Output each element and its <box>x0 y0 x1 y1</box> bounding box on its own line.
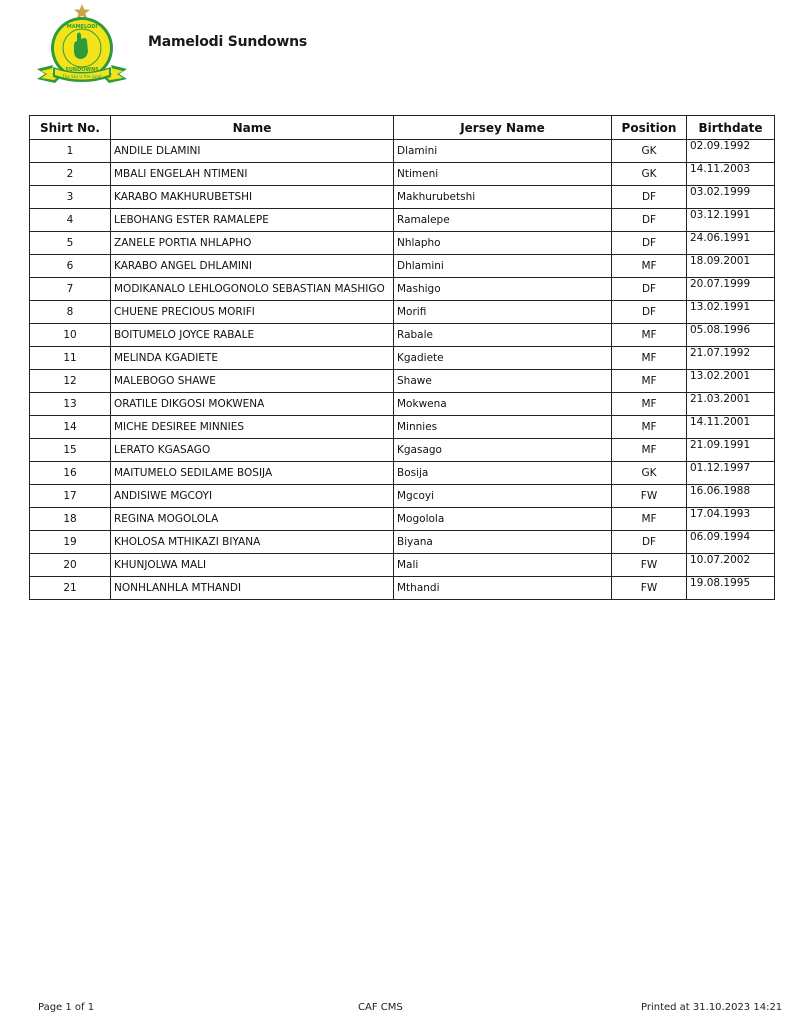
cell-name: KARABO ANGEL DHLAMINI <box>111 255 394 278</box>
cell-jersey-name: Mogolola <box>394 508 612 531</box>
cell-jersey-name: Ntimeni <box>394 163 612 186</box>
svg-text:SUNDOWNS: SUNDOWNS <box>65 67 99 73</box>
cell-birthdate: 01.12.1997 <box>687 462 775 485</box>
table-row <box>30 554 775 577</box>
cell-birthdate: 03.02.1999 <box>687 186 775 209</box>
cell-shirt-no: 4 <box>30 209 111 232</box>
cell-position: DF <box>612 232 687 255</box>
cell-position: DF <box>612 531 687 554</box>
cell-name: NONHLANHLA MTHANDI <box>111 577 394 600</box>
table-row <box>30 485 775 508</box>
cell-jersey-name: Shawe <box>394 370 612 393</box>
cell-name: MALEBOGO SHAWE <box>111 370 394 393</box>
cell-shirt-no: 16 <box>30 462 111 485</box>
cell-position: MF <box>612 347 687 370</box>
svg-text:MAMELODI: MAMELODI <box>66 24 98 30</box>
cell-jersey-name: Biyana <box>394 531 612 554</box>
cell-birthdate: 06.09.1994 <box>687 531 775 554</box>
cell-name: MODIKANALO LEHLOGONOLO SEBASTIAN MASHIGO <box>111 278 394 301</box>
table-body <box>30 140 775 600</box>
club-title: Mamelodi Sundowns <box>148 34 308 50</box>
col-header-position: Position <box>612 116 687 140</box>
cell-name: BOITUMELO JOYCE RABALE <box>111 324 394 347</box>
table-row <box>30 370 775 393</box>
cell-position: DF <box>612 301 687 324</box>
cell-name: LEBOHANG ESTER RAMALEPE <box>111 209 394 232</box>
cell-name: LERATO KGASAGO <box>111 439 394 462</box>
table-row <box>30 508 775 531</box>
cell-birthdate: 05.08.1996 <box>687 324 775 347</box>
cell-shirt-no: 18 <box>30 508 111 531</box>
cell-position: FW <box>612 554 687 577</box>
col-header-shirt: Shirt No. <box>30 116 111 140</box>
svg-text:The Sky is the Limit: The Sky is the Limit <box>62 74 102 79</box>
squad-table <box>29 115 775 600</box>
table-row <box>30 577 775 600</box>
cell-birthdate: 19.08.1995 <box>687 577 775 600</box>
cell-shirt-no: 11 <box>30 347 111 370</box>
cell-birthdate: 03.12.1991 <box>687 209 775 232</box>
cell-jersey-name: Dhlamini <box>394 255 612 278</box>
cell-birthdate: 10.07.2002 <box>687 554 775 577</box>
cell-birthdate: 20.07.1999 <box>687 278 775 301</box>
cell-shirt-no: 5 <box>30 232 111 255</box>
cell-shirt-no: 21 <box>30 577 111 600</box>
cell-birthdate: 13.02.2001 <box>687 370 775 393</box>
cell-name: ZANELE PORTIA NHLAPHO <box>111 232 394 255</box>
table-row <box>30 393 775 416</box>
cell-shirt-no: 2 <box>30 163 111 186</box>
table-row <box>30 439 775 462</box>
cell-position: MF <box>612 416 687 439</box>
cell-shirt-no: 7 <box>30 278 111 301</box>
cell-birthdate: 21.07.1992 <box>687 347 775 370</box>
cell-jersey-name: Mthandi <box>394 577 612 600</box>
table-row <box>30 301 775 324</box>
cell-birthdate: 21.09.1991 <box>687 439 775 462</box>
cell-position: GK <box>612 140 687 163</box>
col-header-name: Name <box>111 116 394 140</box>
cell-jersey-name: Mokwena <box>394 393 612 416</box>
table-row <box>30 140 775 163</box>
print-timestamp: Printed at 31.10.2023 14:21 <box>641 1002 783 1013</box>
col-header-birthdate: Birthdate <box>687 116 775 140</box>
cell-jersey-name: Mashigo <box>394 278 612 301</box>
cell-birthdate: 14.11.2003 <box>687 163 775 186</box>
cell-jersey-name: Morifi <box>394 301 612 324</box>
cell-name: CHUENE PRECIOUS MORIFI <box>111 301 394 324</box>
cell-position: DF <box>612 186 687 209</box>
cell-shirt-no: 10 <box>30 324 111 347</box>
cell-name: ANDILE DLAMINI <box>111 140 394 163</box>
cell-position: MF <box>612 393 687 416</box>
table-header-row <box>30 116 775 140</box>
cell-position: GK <box>612 462 687 485</box>
table-row <box>30 416 775 439</box>
cell-name: MBALI ENGELAH NTIMENI <box>111 163 394 186</box>
cell-birthdate: 02.09.1992 <box>687 140 775 163</box>
cell-jersey-name: Bosija <box>394 462 612 485</box>
cell-name: KARABO MAKHURUBETSHI <box>111 186 394 209</box>
cell-name: MAITUMELO SEDILAME BOSIJA <box>111 462 394 485</box>
cell-shirt-no: 3 <box>30 186 111 209</box>
cell-birthdate: 13.02.1991 <box>687 301 775 324</box>
cell-jersey-name: Kgadiete <box>394 347 612 370</box>
cell-shirt-no: 20 <box>30 554 111 577</box>
cell-name: KHUNJOLWA MALI <box>111 554 394 577</box>
table-row <box>30 278 775 301</box>
table-row <box>30 531 775 554</box>
cell-shirt-no: 15 <box>30 439 111 462</box>
cell-shirt-no: 12 <box>30 370 111 393</box>
cell-position: DF <box>612 209 687 232</box>
cell-birthdate: 16.06.1988 <box>687 485 775 508</box>
page-number: Page 1 of 1 <box>38 1002 95 1013</box>
cell-shirt-no: 14 <box>30 416 111 439</box>
cell-shirt-no: 6 <box>30 255 111 278</box>
cell-jersey-name: Ramalepe <box>394 209 612 232</box>
cell-shirt-no: 1 <box>30 140 111 163</box>
cell-shirt-no: 13 <box>30 393 111 416</box>
cell-name: KHOLOSA MTHIKAZI BIYANA <box>111 531 394 554</box>
cell-birthdate: 18.09.2001 <box>687 255 775 278</box>
cell-shirt-no: 8 <box>30 301 111 324</box>
cell-position: FW <box>612 485 687 508</box>
cell-jersey-name: Minnies <box>394 416 612 439</box>
cell-position: DF <box>612 278 687 301</box>
cell-birthdate: 17.04.1993 <box>687 508 775 531</box>
cell-position: MF <box>612 508 687 531</box>
cell-birthdate: 14.11.2001 <box>687 416 775 439</box>
cell-name: REGINA MOGOLOLA <box>111 508 394 531</box>
cell-position: FW <box>612 577 687 600</box>
system-name: CAF CMS <box>358 1002 403 1013</box>
table-row <box>30 209 775 232</box>
table-row <box>30 255 775 278</box>
cell-birthdate: 21.03.2001 <box>687 393 775 416</box>
cell-shirt-no: 17 <box>30 485 111 508</box>
cell-jersey-name: Mgcoyi <box>394 485 612 508</box>
cell-birthdate: 24.06.1991 <box>687 232 775 255</box>
cell-name: MICHE DESIREE MINNIES <box>111 416 394 439</box>
cell-jersey-name: Rabale <box>394 324 612 347</box>
cell-jersey-name: Makhurubetshi <box>394 186 612 209</box>
cell-jersey-name: Kgasago <box>394 439 612 462</box>
cell-position: MF <box>612 439 687 462</box>
table-row <box>30 347 775 370</box>
cell-name: MELINDA KGADIETE <box>111 347 394 370</box>
cell-name: ANDISIWE MGCOYI <box>111 485 394 508</box>
cell-name: ORATILE DIKGOSI MOKWENA <box>111 393 394 416</box>
table-row <box>30 163 775 186</box>
table-row <box>30 232 775 255</box>
table-row <box>30 462 775 485</box>
table-row <box>30 186 775 209</box>
cell-position: MF <box>612 370 687 393</box>
star-icon <box>74 4 90 19</box>
cell-shirt-no: 19 <box>30 531 111 554</box>
cell-jersey-name: Mali <box>394 554 612 577</box>
table-row <box>30 324 775 347</box>
cell-jersey-name: Nhlapho <box>394 232 612 255</box>
club-crest-icon <box>33 3 131 91</box>
cell-position: MF <box>612 324 687 347</box>
col-header-jersey: Jersey Name <box>394 116 612 140</box>
cell-position: GK <box>612 163 687 186</box>
cell-position: MF <box>612 255 687 278</box>
cell-jersey-name: Dlamini <box>394 140 612 163</box>
